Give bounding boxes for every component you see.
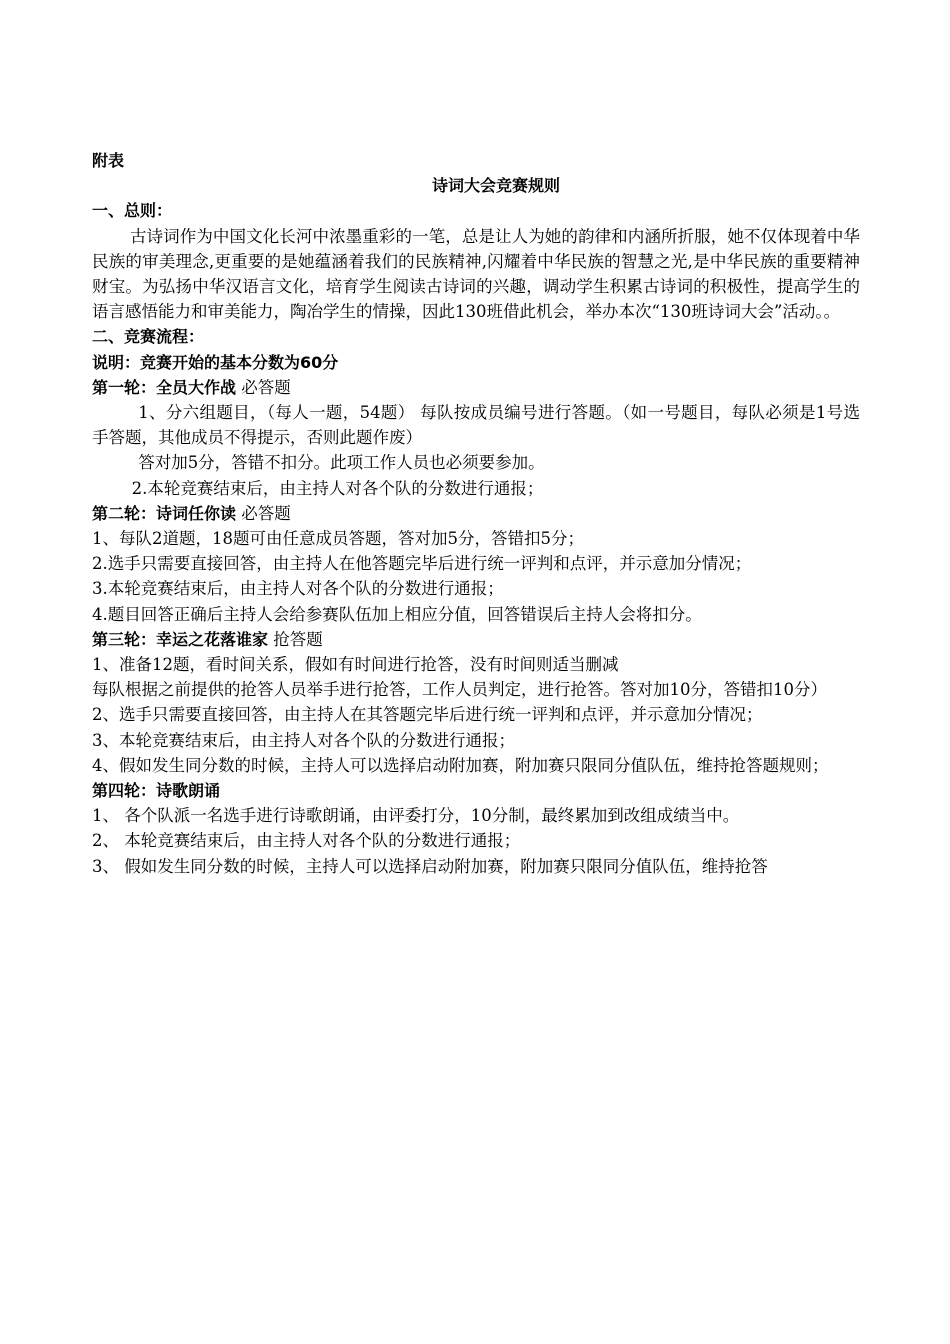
round4-heading: 第四轮：诗歌朗诵 [92, 781, 221, 801]
round2-item: 4.题目回答正确后主持人会给参赛队伍加上相应分值，回答错误后主持人会将扣分。 [92, 604, 702, 624]
round1-heading-line [92, 375, 860, 400]
round4-item: 1、 各个队派一名选手进行诗歌朗诵，由评委打分，10分制，最终累加到改组成绩当中。 [92, 806, 740, 826]
round3-heading: 第三轮：幸运之花落谁家 [92, 629, 269, 649]
round3-item: 2、选手只需要直接回答，由主持人在其答题完毕后进行统一评判和点评，并示意加分情况； [92, 705, 763, 725]
round2-item: 3.本轮竞赛结束后，由主持人对各个队的分数进行通报； [92, 579, 504, 599]
round2-heading: 第二轮：诗词任你读 [92, 503, 237, 523]
round2-item: 1、每队2道题，18题可由任意成员答题，答对加5分，答错扣5分； [92, 529, 584, 549]
section2-heading: 二、竞赛流程： [92, 327, 205, 347]
score-note: 说明：竞赛开始的基本分数为60分 [92, 352, 339, 372]
round3-tag: 抢答题 [268, 629, 323, 649]
section1-paragraph: 古诗词作为中国文化长河中浓墨重彩的一笔，总是让人为她的韵律和内涵所折服，她不仅体现着中华民族的审美理念,更重要的是她蕴涵着我们的民族精神,闪耀着中华民族的智慧之光,是中华民族的重要精神财宝。为弘扬中华汉语言文化，培育学生阅读古诗词的兴趣，调动学生积累古诗词的积极性，提高学生的语言感悟能力和审美能力，陶冶学生的情操，因此130班借此机会，举办本次“130班诗词大会”活动。。 [92, 226, 860, 322]
round3-item: 3、本轮竞赛结束后，由主持人对各个队的分数进行通报； [92, 730, 515, 750]
appendix-label: 附表 [92, 151, 125, 170]
round2-tag: 必答题 [236, 503, 291, 523]
round4-item: 2、 本轮竞赛结束后，由主持人对各个队的分数进行通报； [92, 831, 521, 851]
round3-heading-line [92, 627, 860, 652]
round1-tag: 必答题 [236, 377, 291, 397]
round1-item1: 1、分六组题目，（每人一题，54题） 每队按成员编号进行答题。（如一号题目，每队必须是1号选手答题，其他成员不得提示，否则此题作废） [92, 403, 860, 448]
round3-item: 每队根据之前提供的抢答人员举手进行抢答，工作人员判定，进行抢答。答对加10分，答错扣10分） [92, 680, 827, 700]
round2-item: 2.选手只需要直接回答，由主持人在他答题完毕后进行统一评判和点评，并示意加分情况； [92, 554, 752, 574]
round3-item: 4、假如发生同分数的时候，主持人可以选择启动附加赛，附加赛只限同分值队伍，维持抢答题规则； [92, 755, 829, 775]
document-title: 诗词大会竞赛规则 [431, 176, 560, 196]
round1-heading: 第一轮：全员大作战 [92, 377, 237, 397]
round3-item: 1、准备12题，看时间关系，假如有时间进行抢答，没有时间则适当删减 [92, 655, 619, 675]
section1-heading: 一、总则： [92, 201, 173, 221]
round4-item: 3、 假如发生同分数的时候，主持人可以选择启动附加赛，附加赛只限同分值队伍，维持抢答 [92, 856, 768, 876]
round2-heading-line [92, 501, 860, 526]
round1-item1b: 答对加5分，答错不扣分。此项工作人员也必须要参加。 [138, 453, 545, 473]
round1-item2: 2.本轮竞赛结束后，由主持人对各个队的分数进行通报； [131, 478, 544, 498]
document-page [92, 148, 860, 879]
